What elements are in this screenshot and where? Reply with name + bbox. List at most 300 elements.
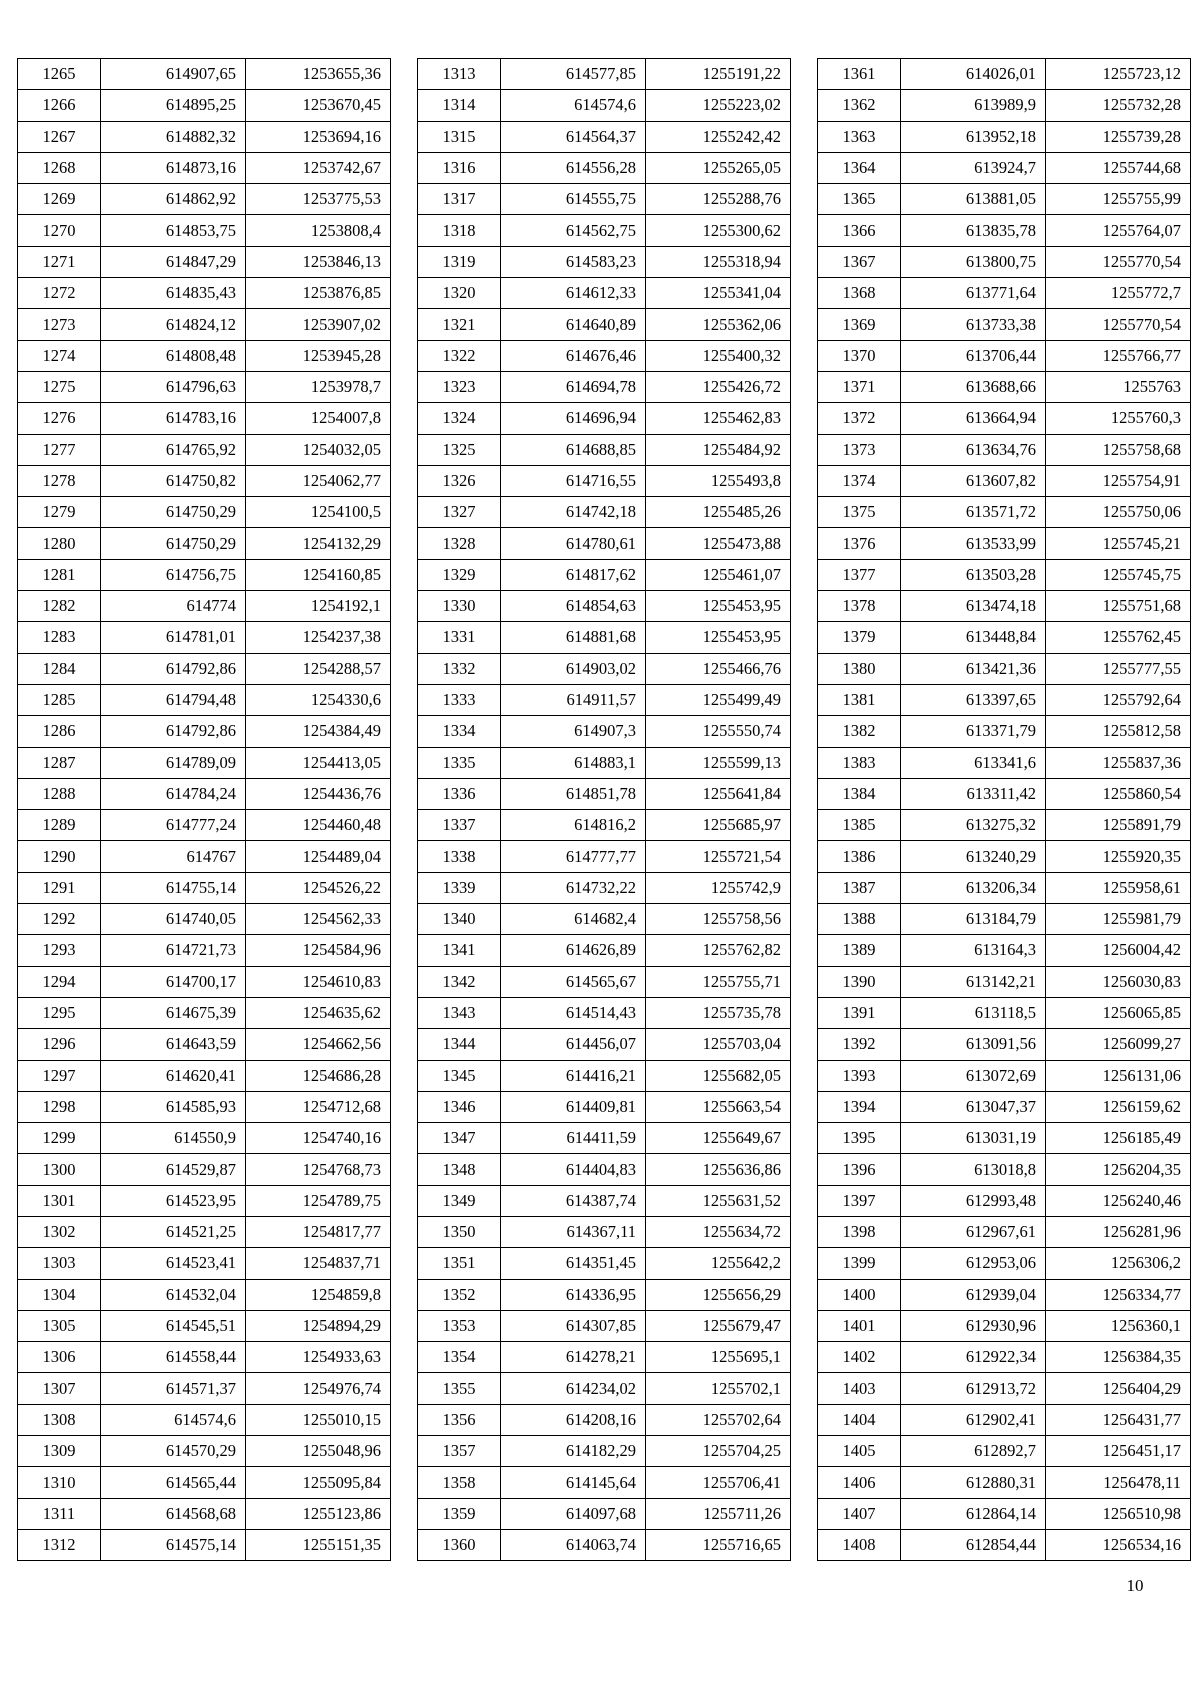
point-number-cell: 1405	[818, 1436, 901, 1467]
table-row	[818, 997, 1191, 1028]
y-coordinate-cell: 1255920,35	[1046, 841, 1191, 872]
y-coordinate-cell: 1255095,84	[246, 1467, 391, 1498]
table-row	[418, 184, 791, 215]
point-number-cell: 1379	[818, 622, 901, 653]
x-coordinate-cell: 614740,05	[101, 904, 246, 935]
y-coordinate-cell: 1254686,28	[246, 1060, 391, 1091]
table-row	[418, 1185, 791, 1216]
point-number-cell: 1331	[418, 622, 501, 653]
x-coordinate-cell: 612930,96	[901, 1310, 1046, 1341]
x-coordinate-cell: 613184,79	[901, 904, 1046, 935]
x-coordinate-cell: 614558,44	[101, 1342, 246, 1373]
point-number-cell: 1313	[418, 59, 501, 90]
y-coordinate-cell: 1255758,56	[646, 904, 791, 935]
y-coordinate-cell: 1255837,36	[1046, 747, 1191, 778]
y-coordinate-cell: 1255318,94	[646, 246, 791, 277]
point-number-cell: 1314	[418, 90, 501, 121]
point-number-cell: 1382	[818, 716, 901, 747]
table-row	[18, 1060, 391, 1091]
y-coordinate-cell: 1254100,5	[246, 497, 391, 528]
y-coordinate-cell: 1255745,21	[1046, 528, 1191, 559]
y-coordinate-cell: 1255493,8	[646, 465, 791, 496]
table-row	[418, 1060, 791, 1091]
x-coordinate-cell: 614862,92	[101, 184, 246, 215]
x-coordinate-cell: 613835,78	[901, 215, 1046, 246]
x-coordinate-cell: 612939,04	[901, 1279, 1046, 1310]
table-row	[418, 1529, 791, 1560]
y-coordinate-cell: 1254413,05	[246, 747, 391, 778]
table-row	[418, 1029, 791, 1060]
y-coordinate-cell: 1254817,77	[246, 1216, 391, 1247]
table-row	[418, 403, 791, 434]
x-coordinate-cell: 613206,34	[901, 872, 1046, 903]
x-coordinate-cell: 614895,25	[101, 90, 246, 121]
table-row	[818, 121, 1191, 152]
point-number-cell: 1309	[18, 1436, 101, 1467]
y-coordinate-cell: 1255048,96	[246, 1436, 391, 1467]
x-coordinate-cell: 614847,29	[101, 246, 246, 277]
point-number-cell: 1407	[818, 1498, 901, 1529]
coordinates-table-3	[817, 58, 1191, 1561]
y-coordinate-cell: 1255679,47	[646, 1310, 791, 1341]
x-coordinate-cell: 614307,85	[501, 1310, 646, 1341]
x-coordinate-cell: 614556,28	[501, 152, 646, 183]
y-coordinate-cell: 1255341,04	[646, 278, 791, 309]
point-number-cell: 1388	[818, 904, 901, 935]
x-coordinate-cell: 612913,72	[901, 1373, 1046, 1404]
x-coordinate-cell: 613924,7	[901, 152, 1046, 183]
point-number-cell: 1402	[818, 1342, 901, 1373]
x-coordinate-cell: 614816,2	[501, 810, 646, 841]
x-coordinate-cell: 613142,21	[901, 966, 1046, 997]
point-number-cell: 1310	[18, 1467, 101, 1498]
y-coordinate-cell: 1255466,76	[646, 653, 791, 684]
point-number-cell: 1280	[18, 528, 101, 559]
x-coordinate-cell: 613664,94	[901, 403, 1046, 434]
point-number-cell: 1265	[18, 59, 101, 90]
table-row	[818, 528, 1191, 559]
x-coordinate-cell: 614523,95	[101, 1185, 246, 1216]
table-row	[18, 215, 391, 246]
point-number-cell: 1278	[18, 465, 101, 496]
point-number-cell: 1385	[818, 810, 901, 841]
x-coordinate-cell: 614907,65	[101, 59, 246, 90]
x-coordinate-cell: 614234,02	[501, 1373, 646, 1404]
x-coordinate-cell: 613341,6	[901, 747, 1046, 778]
point-number-cell: 1377	[818, 559, 901, 590]
table-row	[818, 278, 1191, 309]
x-coordinate-cell: 613072,69	[901, 1060, 1046, 1091]
table-row	[418, 904, 791, 935]
table-row	[818, 904, 1191, 935]
y-coordinate-cell: 1255191,22	[646, 59, 791, 90]
x-coordinate-cell: 614777,24	[101, 810, 246, 841]
x-coordinate-cell: 614783,16	[101, 403, 246, 434]
x-coordinate-cell: 614575,14	[101, 1529, 246, 1560]
y-coordinate-cell: 1256431,77	[1046, 1404, 1191, 1435]
y-coordinate-cell: 1254789,75	[246, 1185, 391, 1216]
table-row	[18, 591, 391, 622]
point-number-cell: 1364	[818, 152, 901, 183]
x-coordinate-cell: 613952,18	[901, 121, 1046, 152]
point-number-cell: 1362	[818, 90, 901, 121]
y-coordinate-cell: 1254460,48	[246, 810, 391, 841]
y-coordinate-cell: 1256478,11	[1046, 1467, 1191, 1498]
point-number-cell: 1290	[18, 841, 101, 872]
page-number: 10	[1126, 1576, 1144, 1595]
x-coordinate-cell: 614521,25	[101, 1216, 246, 1247]
x-coordinate-cell: 614562,75	[501, 215, 646, 246]
y-coordinate-cell: 1254489,04	[246, 841, 391, 872]
point-number-cell: 1352	[418, 1279, 501, 1310]
table-row	[18, 90, 391, 121]
y-coordinate-cell: 1255755,99	[1046, 184, 1191, 215]
y-coordinate-cell: 1254032,05	[246, 434, 391, 465]
table-row	[18, 622, 391, 653]
point-number-cell: 1351	[418, 1248, 501, 1279]
table-row	[18, 1467, 391, 1498]
x-coordinate-cell: 614881,68	[501, 622, 646, 653]
point-number-cell: 1395	[818, 1123, 901, 1154]
y-coordinate-cell: 1254610,83	[246, 966, 391, 997]
y-coordinate-cell: 1256281,96	[1046, 1216, 1191, 1247]
table-row	[818, 841, 1191, 872]
table-row	[18, 810, 391, 841]
table-row	[18, 872, 391, 903]
x-coordinate-cell: 613733,38	[901, 309, 1046, 340]
point-number-cell: 1319	[418, 246, 501, 277]
x-coordinate-cell: 614620,41	[101, 1060, 246, 1091]
y-coordinate-cell: 1256451,17	[1046, 1436, 1191, 1467]
point-number-cell: 1397	[818, 1185, 901, 1216]
table-row	[818, 1279, 1191, 1310]
point-number-cell: 1267	[18, 121, 101, 152]
y-coordinate-cell: 1253945,28	[246, 340, 391, 371]
table-row	[818, 810, 1191, 841]
table-row	[418, 152, 791, 183]
table-row	[418, 246, 791, 277]
x-coordinate-cell: 614851,78	[501, 778, 646, 809]
y-coordinate-cell: 1255649,67	[646, 1123, 791, 1154]
y-coordinate-cell: 1254859,8	[246, 1279, 391, 1310]
table-row	[418, 121, 791, 152]
table-row	[418, 622, 791, 653]
point-number-cell: 1400	[818, 1279, 901, 1310]
y-coordinate-cell: 1253742,67	[246, 152, 391, 183]
x-coordinate-cell: 614756,75	[101, 559, 246, 590]
y-coordinate-cell: 1255812,58	[1046, 716, 1191, 747]
x-coordinate-cell: 614796,63	[101, 371, 246, 402]
x-coordinate-cell: 614721,73	[101, 935, 246, 966]
y-coordinate-cell: 1255473,88	[646, 528, 791, 559]
table-row	[18, 1091, 391, 1122]
y-coordinate-cell: 1255958,61	[1046, 872, 1191, 903]
point-number-cell: 1363	[818, 121, 901, 152]
point-number-cell: 1298	[18, 1091, 101, 1122]
x-coordinate-cell: 614784,24	[101, 778, 246, 809]
point-number-cell: 1284	[18, 653, 101, 684]
point-number-cell: 1342	[418, 966, 501, 997]
table-row	[818, 935, 1191, 966]
table-row	[18, 778, 391, 809]
point-number-cell: 1365	[818, 184, 901, 215]
table-row	[18, 1498, 391, 1529]
y-coordinate-cell: 1256510,98	[1046, 1498, 1191, 1529]
table-row	[818, 1185, 1191, 1216]
point-number-cell: 1330	[418, 591, 501, 622]
x-coordinate-cell: 614781,01	[101, 622, 246, 653]
x-coordinate-cell: 612854,44	[901, 1529, 1046, 1560]
y-coordinate-cell: 1256030,83	[1046, 966, 1191, 997]
point-number-cell: 1305	[18, 1310, 101, 1341]
y-coordinate-cell: 1253670,45	[246, 90, 391, 121]
y-coordinate-cell: 1255745,75	[1046, 559, 1191, 590]
point-number-cell: 1268	[18, 152, 101, 183]
y-coordinate-cell: 1255010,15	[246, 1404, 391, 1435]
y-coordinate-cell: 1255550,74	[646, 716, 791, 747]
x-coordinate-cell: 613091,56	[901, 1029, 1046, 1060]
x-coordinate-cell: 613397,65	[901, 684, 1046, 715]
point-number-cell: 1394	[818, 1091, 901, 1122]
y-coordinate-cell: 1254584,96	[246, 935, 391, 966]
x-coordinate-cell: 614696,94	[501, 403, 646, 434]
x-coordinate-cell: 612953,06	[901, 1248, 1046, 1279]
y-coordinate-cell: 1255599,13	[646, 747, 791, 778]
x-coordinate-cell: 614097,68	[501, 1498, 646, 1529]
table-row	[18, 1310, 391, 1341]
x-coordinate-cell: 614911,57	[501, 684, 646, 715]
y-coordinate-cell: 1255732,28	[1046, 90, 1191, 121]
y-coordinate-cell: 1254740,16	[246, 1123, 391, 1154]
x-coordinate-cell: 614682,4	[501, 904, 646, 935]
point-number-cell: 1321	[418, 309, 501, 340]
x-coordinate-cell: 614063,74	[501, 1529, 646, 1560]
y-coordinate-cell: 1255453,95	[646, 591, 791, 622]
table-row	[18, 371, 391, 402]
y-coordinate-cell: 1256404,29	[1046, 1373, 1191, 1404]
x-coordinate-cell: 614574,6	[501, 90, 646, 121]
y-coordinate-cell: 1255744,68	[1046, 152, 1191, 183]
table-row	[818, 497, 1191, 528]
table-row	[418, 465, 791, 496]
point-number-cell: 1299	[18, 1123, 101, 1154]
x-coordinate-cell: 614351,45	[501, 1248, 646, 1279]
x-coordinate-cell: 614182,29	[501, 1436, 646, 1467]
x-coordinate-cell: 612902,41	[901, 1404, 1046, 1435]
table-row	[418, 309, 791, 340]
table-row	[418, 1498, 791, 1529]
point-number-cell: 1376	[818, 528, 901, 559]
table-row	[818, 465, 1191, 496]
y-coordinate-cell: 1255777,55	[1046, 653, 1191, 684]
point-number-cell: 1273	[18, 309, 101, 340]
point-number-cell: 1302	[18, 1216, 101, 1247]
table-row	[18, 465, 391, 496]
y-coordinate-cell: 1256185,49	[1046, 1123, 1191, 1154]
y-coordinate-cell: 1255702,1	[646, 1373, 791, 1404]
point-number-cell: 1373	[818, 434, 901, 465]
table-row	[18, 1279, 391, 1310]
y-coordinate-cell: 1255721,54	[646, 841, 791, 872]
x-coordinate-cell: 614808,48	[101, 340, 246, 371]
y-coordinate-cell: 1255770,54	[1046, 309, 1191, 340]
x-coordinate-cell: 614750,29	[101, 528, 246, 559]
x-coordinate-cell: 613031,19	[901, 1123, 1046, 1154]
y-coordinate-cell: 1255723,12	[1046, 59, 1191, 90]
y-coordinate-cell: 1255656,29	[646, 1279, 791, 1310]
table-row	[18, 497, 391, 528]
point-number-cell: 1315	[418, 121, 501, 152]
x-coordinate-cell: 614411,59	[501, 1123, 646, 1154]
y-coordinate-cell: 1256131,06	[1046, 1060, 1191, 1091]
y-coordinate-cell: 1254768,73	[246, 1154, 391, 1185]
x-coordinate-cell: 614523,41	[101, 1248, 246, 1279]
y-coordinate-cell: 1253846,13	[246, 246, 391, 277]
point-number-cell: 1311	[18, 1498, 101, 1529]
point-number-cell: 1324	[418, 403, 501, 434]
table-row	[18, 1185, 391, 1216]
point-number-cell: 1358	[418, 1467, 501, 1498]
y-coordinate-cell: 1255891,79	[1046, 810, 1191, 841]
y-coordinate-cell: 1255703,04	[646, 1029, 791, 1060]
y-coordinate-cell: 1254562,33	[246, 904, 391, 935]
table-row	[18, 1123, 391, 1154]
point-number-cell: 1384	[818, 778, 901, 809]
point-number-cell: 1337	[418, 810, 501, 841]
table-row	[18, 403, 391, 434]
point-number-cell: 1292	[18, 904, 101, 935]
table-row	[818, 872, 1191, 903]
point-number-cell: 1276	[18, 403, 101, 434]
y-coordinate-cell: 1255151,35	[246, 1529, 391, 1560]
y-coordinate-cell: 1256360,1	[1046, 1310, 1191, 1341]
point-number-cell: 1359	[418, 1498, 501, 1529]
point-number-cell: 1346	[418, 1091, 501, 1122]
point-number-cell: 1345	[418, 1060, 501, 1091]
table-row	[818, 184, 1191, 215]
point-number-cell: 1293	[18, 935, 101, 966]
table-row	[418, 653, 791, 684]
point-number-cell: 1371	[818, 371, 901, 402]
table-row	[18, 278, 391, 309]
x-coordinate-cell: 614792,86	[101, 716, 246, 747]
x-coordinate-cell: 614750,82	[101, 465, 246, 496]
x-coordinate-cell: 614676,46	[501, 340, 646, 371]
x-coordinate-cell: 614794,48	[101, 684, 246, 715]
x-coordinate-cell: 613311,42	[901, 778, 1046, 809]
y-coordinate-cell: 1255751,68	[1046, 591, 1191, 622]
point-number-cell: 1312	[18, 1529, 101, 1560]
x-coordinate-cell: 614208,16	[501, 1404, 646, 1435]
point-number-cell: 1300	[18, 1154, 101, 1185]
x-coordinate-cell: 613688,66	[901, 371, 1046, 402]
y-coordinate-cell: 1255453,95	[646, 622, 791, 653]
table-row	[18, 1342, 391, 1373]
table-row	[818, 684, 1191, 715]
y-coordinate-cell: 1255742,9	[646, 872, 791, 903]
table-row	[818, 653, 1191, 684]
table-row	[818, 59, 1191, 90]
point-number-cell: 1353	[418, 1310, 501, 1341]
point-number-cell: 1380	[818, 653, 901, 684]
y-coordinate-cell: 1255860,54	[1046, 778, 1191, 809]
table-row	[418, 841, 791, 872]
x-coordinate-cell: 614755,14	[101, 872, 246, 903]
point-number-cell: 1333	[418, 684, 501, 715]
table-row	[18, 1248, 391, 1279]
point-number-cell: 1355	[418, 1373, 501, 1404]
coordinates-table-2	[417, 58, 791, 1561]
table-row	[418, 716, 791, 747]
y-coordinate-cell: 1255223,02	[646, 90, 791, 121]
point-number-cell: 1296	[18, 1029, 101, 1060]
point-number-cell: 1335	[418, 747, 501, 778]
y-coordinate-cell: 1255792,64	[1046, 684, 1191, 715]
table-row	[818, 246, 1191, 277]
point-number-cell: 1316	[418, 152, 501, 183]
table-row	[418, 1467, 791, 1498]
x-coordinate-cell: 614571,37	[101, 1373, 246, 1404]
table-row	[418, 810, 791, 841]
point-number-cell: 1372	[818, 403, 901, 434]
x-coordinate-cell: 613474,18	[901, 591, 1046, 622]
point-number-cell: 1341	[418, 935, 501, 966]
y-coordinate-cell: 1254132,29	[246, 528, 391, 559]
table-row	[418, 559, 791, 590]
table-row	[18, 152, 391, 183]
table-row	[18, 59, 391, 90]
point-number-cell: 1275	[18, 371, 101, 402]
table-row	[818, 1248, 1191, 1279]
table-row	[818, 966, 1191, 997]
point-number-cell: 1403	[818, 1373, 901, 1404]
y-coordinate-cell: 1255762,45	[1046, 622, 1191, 653]
table-row	[418, 1154, 791, 1185]
table-row	[18, 340, 391, 371]
x-coordinate-cell: 613118,5	[901, 997, 1046, 1028]
x-coordinate-cell: 614700,17	[101, 966, 246, 997]
y-coordinate-cell: 1255631,52	[646, 1185, 791, 1216]
table-row	[418, 997, 791, 1028]
y-coordinate-cell: 1253978,7	[246, 371, 391, 402]
table-row	[818, 778, 1191, 809]
table-row	[818, 559, 1191, 590]
table-row	[18, 1529, 391, 1560]
x-coordinate-cell: 614416,21	[501, 1060, 646, 1091]
table-row	[818, 591, 1191, 622]
y-coordinate-cell: 1255739,28	[1046, 121, 1191, 152]
x-coordinate-cell: 614750,29	[101, 497, 246, 528]
table-row	[418, 278, 791, 309]
table-row	[818, 434, 1191, 465]
table-row	[18, 309, 391, 340]
y-coordinate-cell: 1255636,86	[646, 1154, 791, 1185]
table-row	[818, 716, 1191, 747]
x-coordinate-cell: 614514,43	[501, 997, 646, 1028]
y-coordinate-cell: 1256065,85	[1046, 997, 1191, 1028]
table-row	[18, 747, 391, 778]
point-number-cell: 1289	[18, 810, 101, 841]
table-row	[818, 1123, 1191, 1154]
x-coordinate-cell: 613047,37	[901, 1091, 1046, 1122]
point-number-cell: 1332	[418, 653, 501, 684]
y-coordinate-cell: 1253876,85	[246, 278, 391, 309]
y-coordinate-cell: 1256159,62	[1046, 1091, 1191, 1122]
table-row	[418, 59, 791, 90]
table-row	[18, 559, 391, 590]
table-row	[818, 1373, 1191, 1404]
table-row	[418, 1310, 791, 1341]
